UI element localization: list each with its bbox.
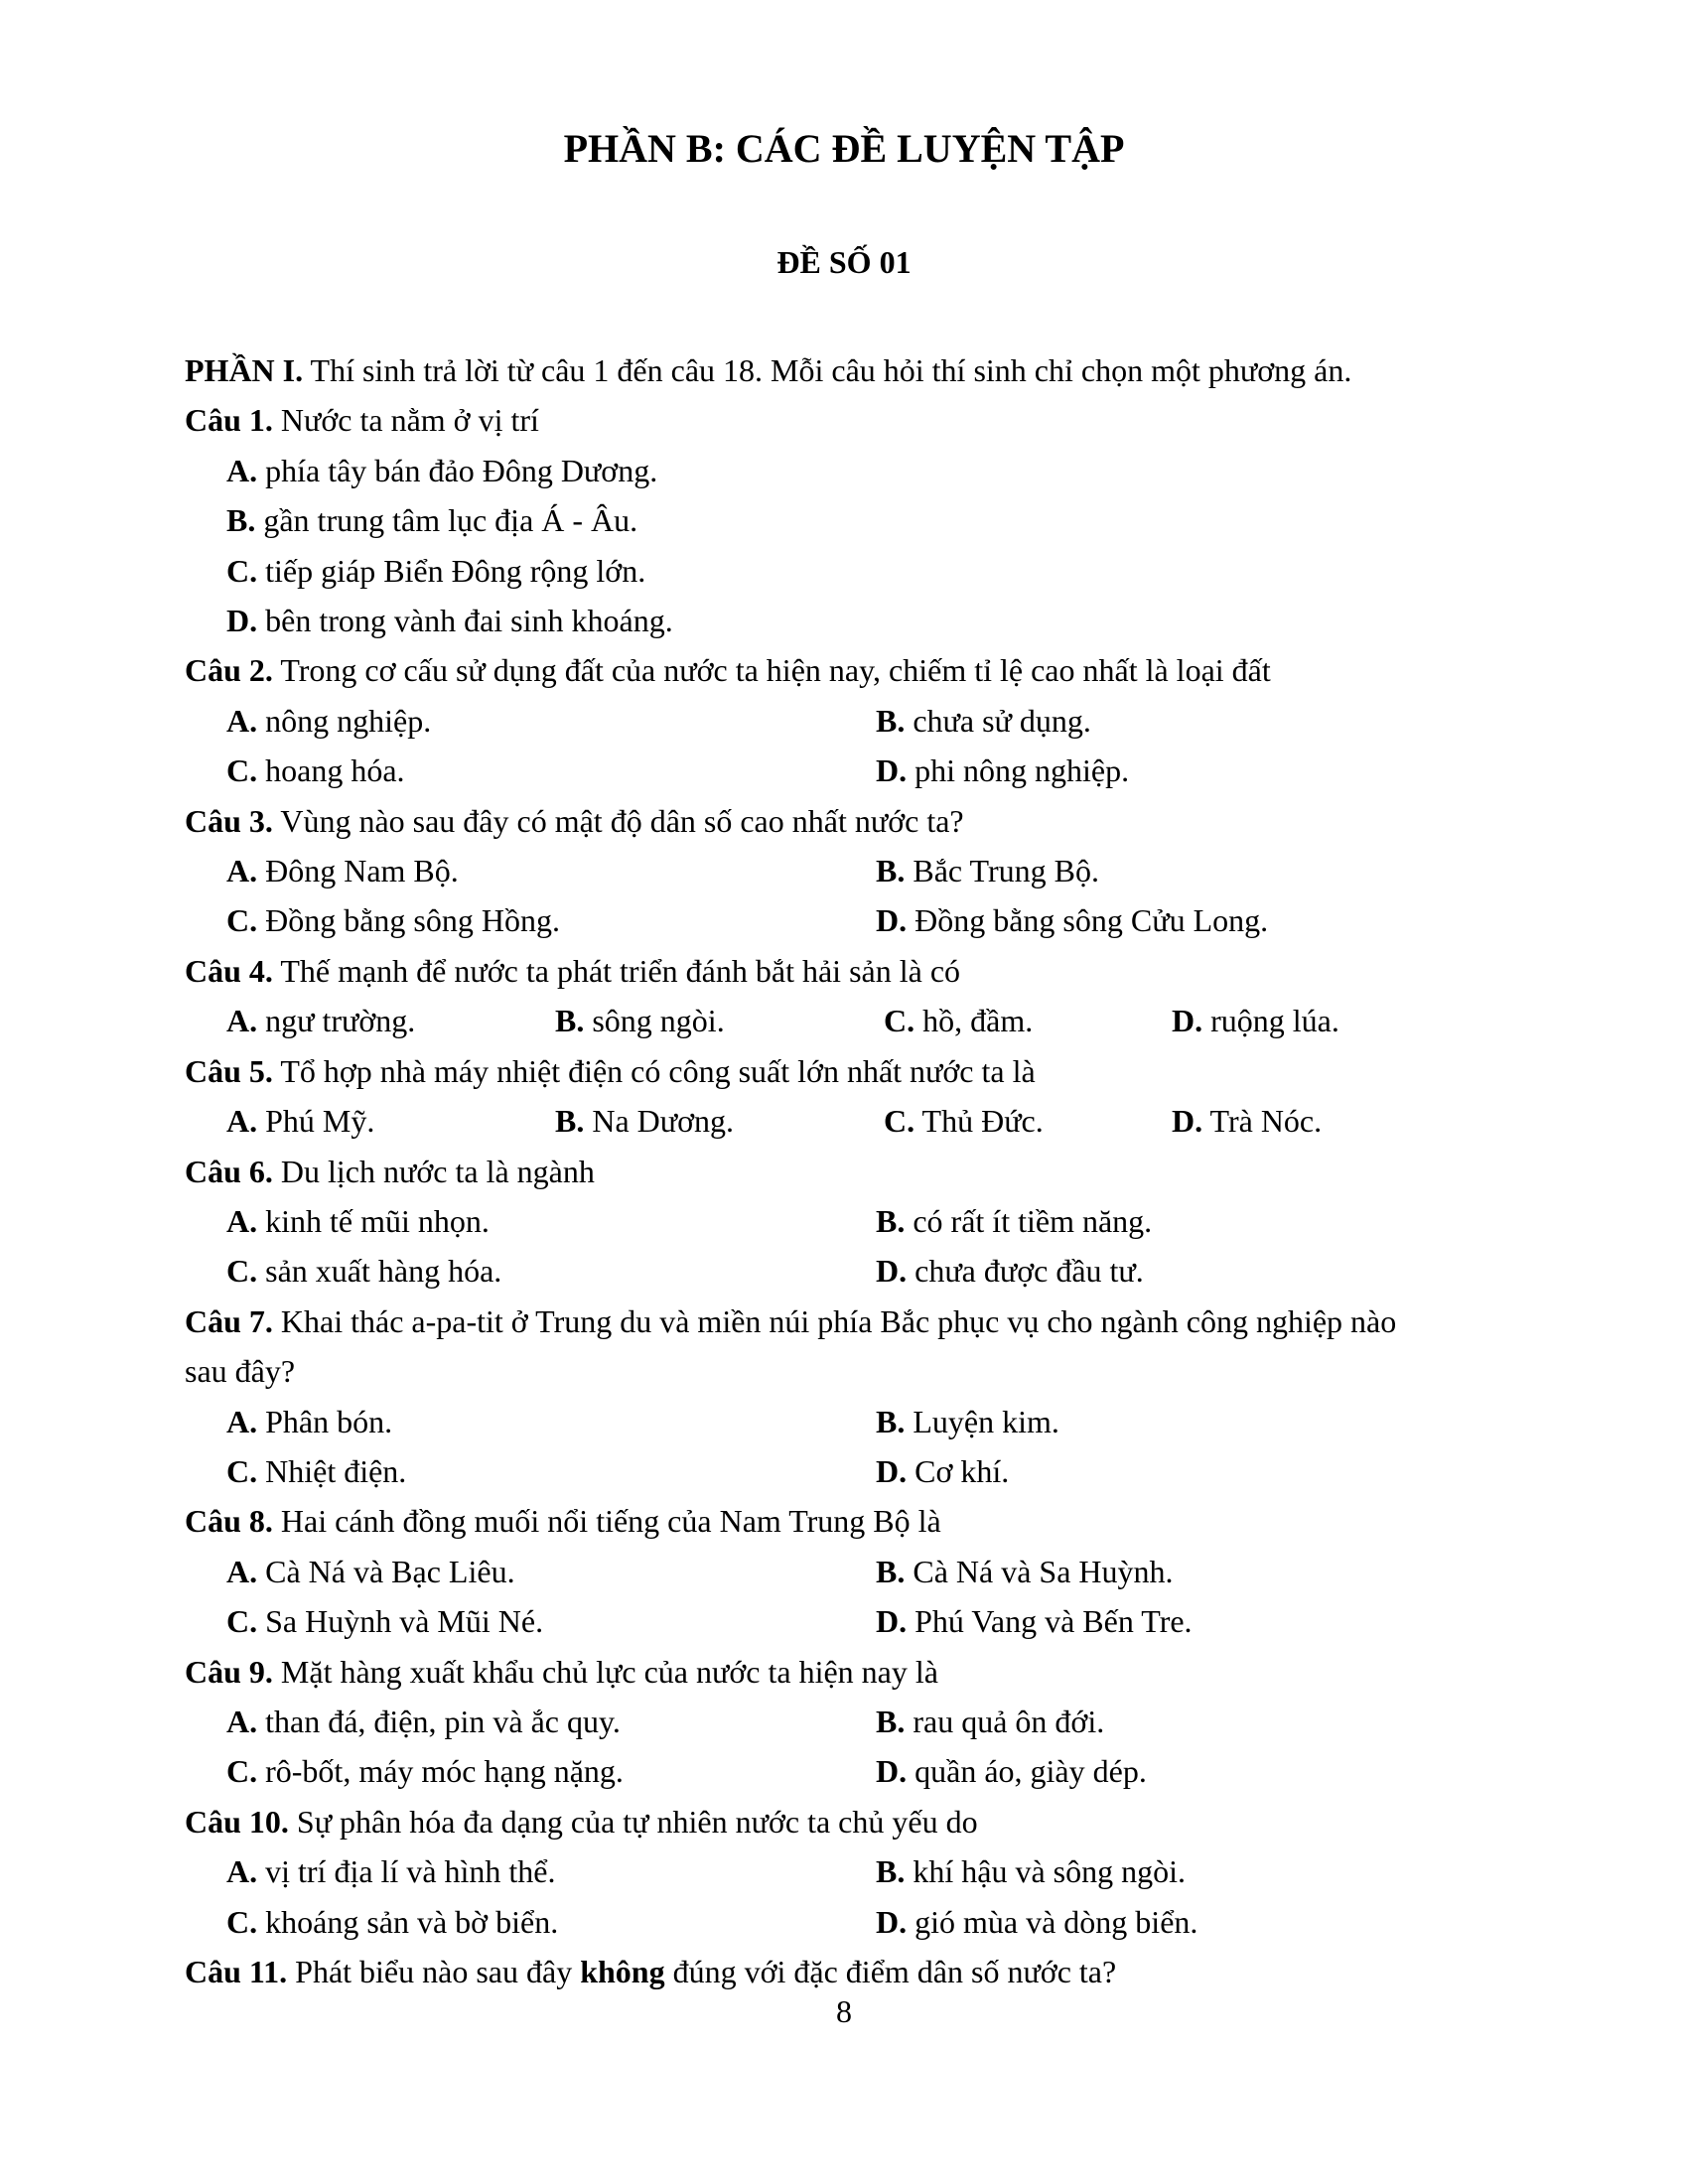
option-row: [185, 1397, 1525, 1446]
option-a: A. Phân bón.: [226, 1403, 393, 1439]
question-text: Mặt hàng xuất khẩu chủ lực của nước ta hiện nay là: [272, 1653, 938, 1690]
option-a: A. kinh tế mũi nhọn.: [226, 1202, 490, 1239]
question-6: [185, 1147, 1525, 1297]
question-text: Nước ta nằm ở vị trí: [272, 402, 539, 439]
part-label: PHẦN I.: [185, 352, 304, 388]
option-b: B. có rất ít tiềm năng.: [876, 1202, 1153, 1239]
question-label: Câu 2.: [185, 652, 273, 689]
option-row: [185, 1697, 1525, 1746]
part-text: Thí sinh trả lời từ câu 1 đến câu 18. Mỗi câu hỏi thí sinh chỉ chọn một phương án.: [303, 352, 1352, 388]
option-row: [185, 1196, 1525, 1246]
part-instruction: [185, 345, 1525, 395]
option-b: B. sông ngòi.: [555, 1003, 725, 1039]
question-label: Câu 10.: [185, 1803, 289, 1840]
question-4: [185, 946, 1525, 1046]
option-d: D. Phú Vang và Bến Tre.: [876, 1603, 1193, 1640]
option-b: B. gần trung tâm lục địa Á - Âu.: [226, 502, 638, 539]
option-d: D. phi nông nghiệp.: [876, 752, 1130, 789]
option-row: [185, 1746, 1525, 1796]
option-row: [185, 1547, 1525, 1596]
question-text: Khai thác a-pa-tit ở Trung du và miền núi phía Bắc phục vụ cho ngành công nghiệp nào: [272, 1302, 1397, 1339]
option-row: [185, 1446, 1525, 1496]
option-row: [185, 696, 1525, 746]
option-a: A. phía tây bán đảo Đông Dương.: [226, 452, 658, 488]
option-c: C. Nhiệt điện.: [226, 1452, 407, 1489]
question-text: Vùng nào sau đây có mật độ dân số cao nhất nước ta?: [272, 802, 964, 839]
option-c: C. Sa Huỳnh và Mũi Né.: [226, 1603, 544, 1640]
option-b: B. Bắc Trung Bộ.: [876, 853, 1099, 889]
option-a: A. Cà Ná và Bạc Liêu.: [226, 1553, 515, 1589]
question-label: Câu 4.: [185, 952, 273, 989]
question-label: Câu 7.: [185, 1302, 273, 1339]
option-b: B. Na Dương.: [555, 1103, 735, 1140]
option-row: [185, 846, 1525, 895]
option-c: C. hoang hóa.: [226, 752, 405, 789]
question-9: [185, 1647, 1525, 1797]
option-c: C. hồ, đầm.: [884, 1003, 1034, 1039]
question-text: Sự phân hóa đa dạng của tự nhiên nước ta chủ yếu do: [288, 1803, 978, 1840]
option-d: D. Đồng bằng sông Cửu Long.: [876, 902, 1269, 939]
question-label: Câu 11.: [185, 1954, 288, 1989]
question-label: Câu 1.: [185, 402, 273, 439]
question-7: [185, 1297, 1525, 1497]
option-row: [185, 1246, 1525, 1296]
option-d: D. gió mùa và dòng biển.: [876, 1903, 1198, 1940]
option-row: [185, 895, 1525, 945]
option-b: B. rau quả ôn đới.: [876, 1703, 1105, 1739]
option-a: A. vị trí địa lí và hình thể.: [226, 1853, 556, 1890]
page-title: PHẦN B: CÁC ĐỀ LUYỆN TẬP: [563, 126, 1125, 171]
question-text: Tổ hợp nhà máy nhiệt điện có công suất lớn nhất nước ta là: [272, 1052, 1036, 1089]
option-b: B. chưa sử dụng.: [876, 702, 1091, 739]
question-5: [185, 1046, 1525, 1147]
question-label: Câu 8.: [185, 1503, 273, 1540]
question-text-continued: sau đây?: [185, 1353, 296, 1390]
option-b: B. Cà Ná và Sa Huỳnh.: [876, 1553, 1174, 1589]
option-a: A. than đá, điện, pin và ắc quy.: [226, 1703, 621, 1739]
option-c: C. rô-bốt, máy móc hạng nặng.: [226, 1753, 624, 1790]
option-c: C. sản xuất hàng hóa.: [226, 1253, 502, 1290]
option-b: B. Luyện kim.: [876, 1403, 1059, 1439]
option-d: D. Cơ khí.: [876, 1452, 1010, 1489]
option-d: D. chưa được đầu tư.: [876, 1253, 1144, 1290]
emphasis-word: không: [580, 1954, 665, 1989]
question-8: [185, 1496, 1525, 1646]
question-label: Câu 5.: [185, 1052, 273, 1089]
exam-content: [185, 345, 1525, 1996]
option-row: [185, 746, 1525, 795]
page-number: 8: [836, 1993, 852, 2029]
question-text: Trong cơ cấu sử dụng đất của nước ta hiện nay, chiếm tỉ lệ cao nhất là loại đất: [272, 652, 1271, 689]
option-b: B. khí hậu và sông ngòi.: [876, 1853, 1186, 1890]
option-c: C. Đồng bằng sông Hồng.: [226, 902, 560, 939]
question-1: [185, 395, 1525, 645]
question-text: Du lịch nước ta là ngành: [272, 1153, 595, 1189]
question-3: [185, 796, 1525, 946]
option-row: [185, 1096, 1525, 1146]
question-label: Câu 6.: [185, 1153, 273, 1189]
question-text: Hai cánh đồng muối nổi tiếng của Nam Trung Bộ là: [272, 1503, 941, 1540]
option-d: D. ruộng lúa.: [1172, 1003, 1339, 1039]
option-a: A. Phú Mỹ.: [226, 1103, 375, 1140]
option-d: D. bên trong vành đai sinh khoáng.: [226, 603, 673, 639]
option-d: D. Trà Nóc.: [1172, 1103, 1323, 1140]
question-label: Câu 9.: [185, 1653, 273, 1690]
question-text: Phát biểu nào sau đây: [287, 1954, 581, 1989]
option-d: D. quần áo, giày dép.: [876, 1753, 1147, 1790]
option-a: A. ngư trường.: [226, 1003, 416, 1039]
option-a: A. nông nghiệp.: [226, 702, 432, 739]
question-label: Câu 3.: [185, 802, 273, 839]
option-row: [185, 1596, 1525, 1646]
question-text: Thế mạnh để nước ta phát triển đánh bắt hải sản là có: [272, 952, 961, 989]
question-2: [185, 645, 1525, 795]
option-row: [185, 996, 1525, 1045]
option-c: C. Thủ Đức.: [884, 1103, 1044, 1140]
question-text-end: đúng với đặc điểm dân số nước ta?: [664, 1954, 1117, 1989]
option-row: [185, 1897, 1525, 1947]
option-row: [185, 1846, 1525, 1896]
option-c: C. khoáng sản và bờ biển.: [226, 1903, 559, 1940]
option-c: C. tiếp giáp Biển Đông rộng lớn.: [226, 552, 646, 589]
option-a: A. Đông Nam Bộ.: [226, 853, 459, 889]
question-10: [185, 1797, 1525, 1947]
exam-number: ĐỀ SỐ 01: [776, 244, 912, 280]
